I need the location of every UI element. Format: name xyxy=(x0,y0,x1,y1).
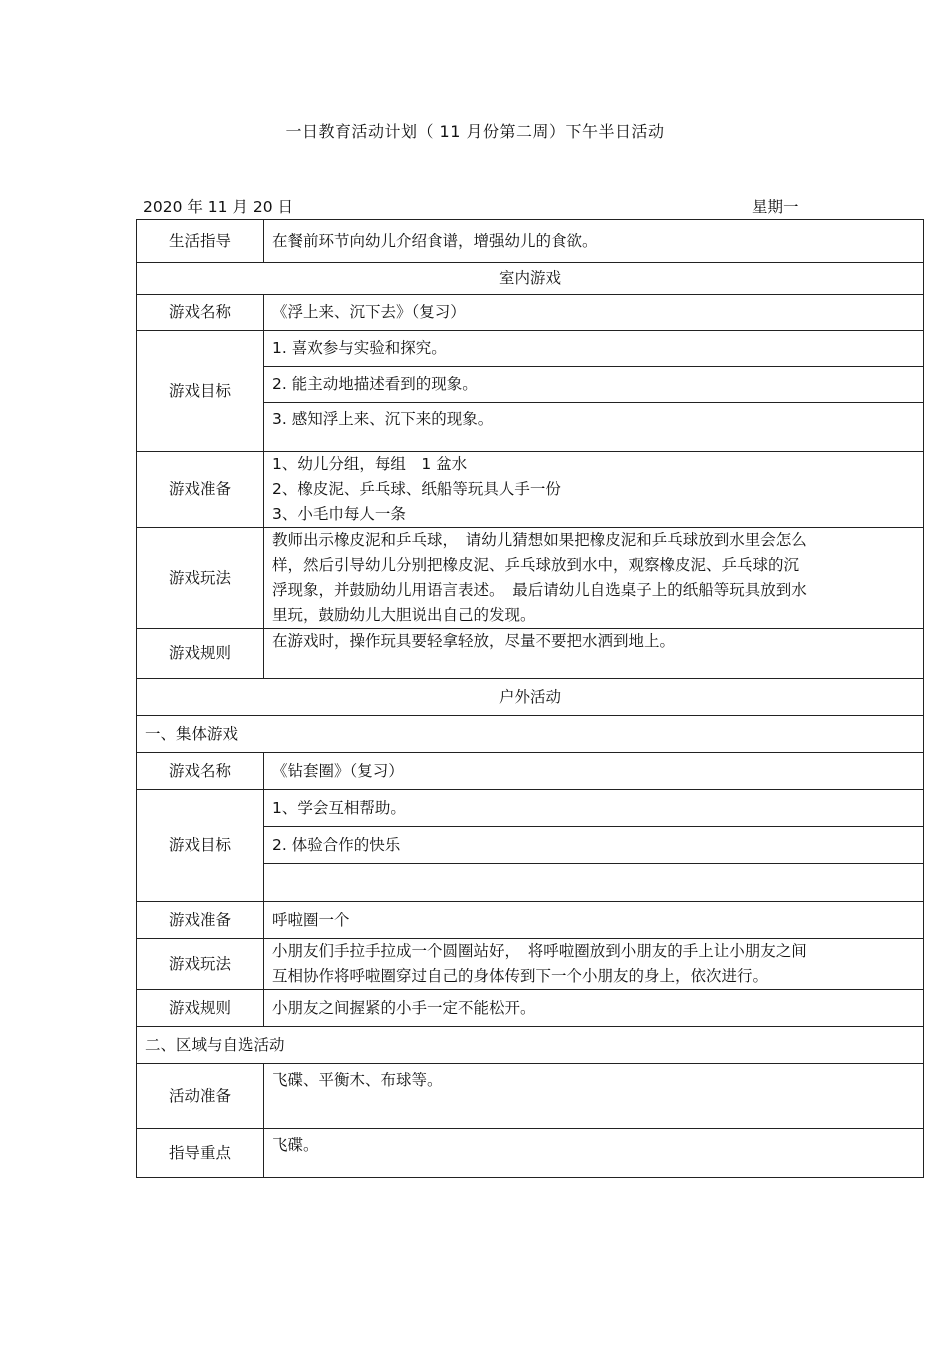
indoor-rule-cell xyxy=(264,629,924,679)
life-guidance-label: 生活指导 xyxy=(137,220,264,263)
indoor-rule-label: 游戏规则 xyxy=(137,629,264,679)
page-title: 一日教育活动计划（ 11 月份第二周）下午半日活动 xyxy=(285,122,665,141)
outdoor-play-label: 游戏玩法 xyxy=(137,939,264,990)
area-focus-row xyxy=(137,1129,924,1178)
indoor-play-row xyxy=(137,528,924,629)
date-text: 2020 年 11 月 20 日 xyxy=(143,198,294,216)
indoor-goal-3 xyxy=(264,403,924,452)
indoor-play-line: 里玩，鼓励幼儿大胆说出自己的发现。 xyxy=(272,606,536,624)
outdoor-section-row xyxy=(137,679,924,716)
indoor-name-value: 《浮上来、沉下去》（复习） xyxy=(264,295,924,331)
life-guidance-row xyxy=(137,220,924,263)
weekday-text: 星期一 xyxy=(752,198,799,216)
indoor-prep-label: 游戏准备 xyxy=(137,452,264,528)
area-prep-cell xyxy=(264,1064,924,1129)
indoor-play-line: 浮现象，并鼓励幼儿用语言表述。 最后请幼儿自选桌子上的纸船等玩具放到水 xyxy=(272,581,807,599)
activity-plan-table xyxy=(136,219,924,1178)
outdoor-play-row xyxy=(137,939,924,990)
indoor-goal-1: 1. 喜欢参与实验和探究。 xyxy=(264,331,924,367)
indoor-play-line: 样，然后引导幼儿分别把橡皮泥、乒乓球放到水中，观察橡皮泥、乒乓球的沉 xyxy=(272,556,800,574)
indoor-play-label: 游戏玩法 xyxy=(137,528,264,629)
indoor-goal-row xyxy=(137,331,924,367)
area-prep-label: 活动准备 xyxy=(137,1064,264,1129)
outdoor-rule-value: 小朋友之间握紧的小手一定不能松开。 xyxy=(264,990,924,1027)
outdoor-goal-label: 游戏目标 xyxy=(137,790,264,902)
indoor-goal-label: 游戏目标 xyxy=(137,331,264,452)
group-game-row xyxy=(137,716,924,753)
group-game-heading: 一、集体游戏 xyxy=(137,716,924,753)
indoor-rule-text: 在游戏时，操作玩具要轻拿轻放，尽量不要把水洒到地上。 xyxy=(272,632,676,650)
indoor-name-label: 游戏名称 xyxy=(137,295,264,331)
outdoor-goal-2: 2. 体验合作的快乐 xyxy=(264,827,924,864)
indoor-heading: 室内游戏 xyxy=(137,263,924,295)
indoor-section-row xyxy=(137,263,924,295)
area-prep-text: 飞碟、平衡木、布球等。 xyxy=(272,1071,443,1089)
area-section-row xyxy=(137,1027,924,1064)
indoor-prep-2: 2、橡皮泥、乒乓球、纸船等玩具人手一份 xyxy=(272,480,561,498)
outdoor-prep-value: 呼啦圈一个 xyxy=(264,902,924,939)
outdoor-goal-row xyxy=(137,790,924,827)
area-heading: 二、区域与自选活动 xyxy=(137,1027,924,1064)
outdoor-play-cell xyxy=(264,939,924,990)
outdoor-name-label: 游戏名称 xyxy=(137,753,264,790)
area-focus-cell xyxy=(264,1129,924,1178)
indoor-play-line: 教师出示橡皮泥和乒乓球， 请幼儿猜想如果把橡皮泥和乒乓球放到水里会怎么 xyxy=(272,531,807,549)
outdoor-rule-row xyxy=(137,990,924,1027)
indoor-prep-row xyxy=(137,452,924,528)
indoor-goal-3-text: 3. 感知浮上来、沉下来的现象。 xyxy=(272,410,494,428)
outdoor-prep-label: 游戏准备 xyxy=(137,902,264,939)
outdoor-prep-row xyxy=(137,902,924,939)
outdoor-goal-1: 1、学会互相帮助。 xyxy=(264,790,924,827)
indoor-rule-row xyxy=(137,629,924,679)
outdoor-name-row xyxy=(137,753,924,790)
indoor-prep-cell xyxy=(264,452,924,528)
outdoor-goal-empty xyxy=(264,864,924,902)
indoor-prep-1: 1、幼儿分组，每组 1 盆水 xyxy=(272,455,468,473)
life-guidance-text: 在餐前环节向幼儿介绍食谱，增强幼儿的食欲。 xyxy=(264,220,924,263)
area-focus-text: 飞碟。 xyxy=(272,1136,319,1154)
outdoor-heading: 户外活动 xyxy=(137,679,924,716)
indoor-name-row xyxy=(137,295,924,331)
outdoor-rule-label: 游戏规则 xyxy=(137,990,264,1027)
outdoor-name-value: 《钻套圈》（复习） xyxy=(264,753,924,790)
indoor-play-cell xyxy=(264,528,924,629)
indoor-prep-3: 3、小毛巾每人一条 xyxy=(272,505,406,523)
indoor-goal-2: 2. 能主动地描述看到的现象。 xyxy=(264,367,924,403)
outdoor-play-line: 小朋友们手拉手拉成一个圆圈站好， 将呼啦圈放到小朋友的手上让小朋友之间 xyxy=(272,942,807,960)
outdoor-play-line: 互相协作将呼啦圈穿过自己的身体传到下一个小朋友的身上，依次进行。 xyxy=(272,967,769,985)
area-prep-row xyxy=(137,1064,924,1129)
area-focus-label: 指导重点 xyxy=(137,1129,264,1178)
